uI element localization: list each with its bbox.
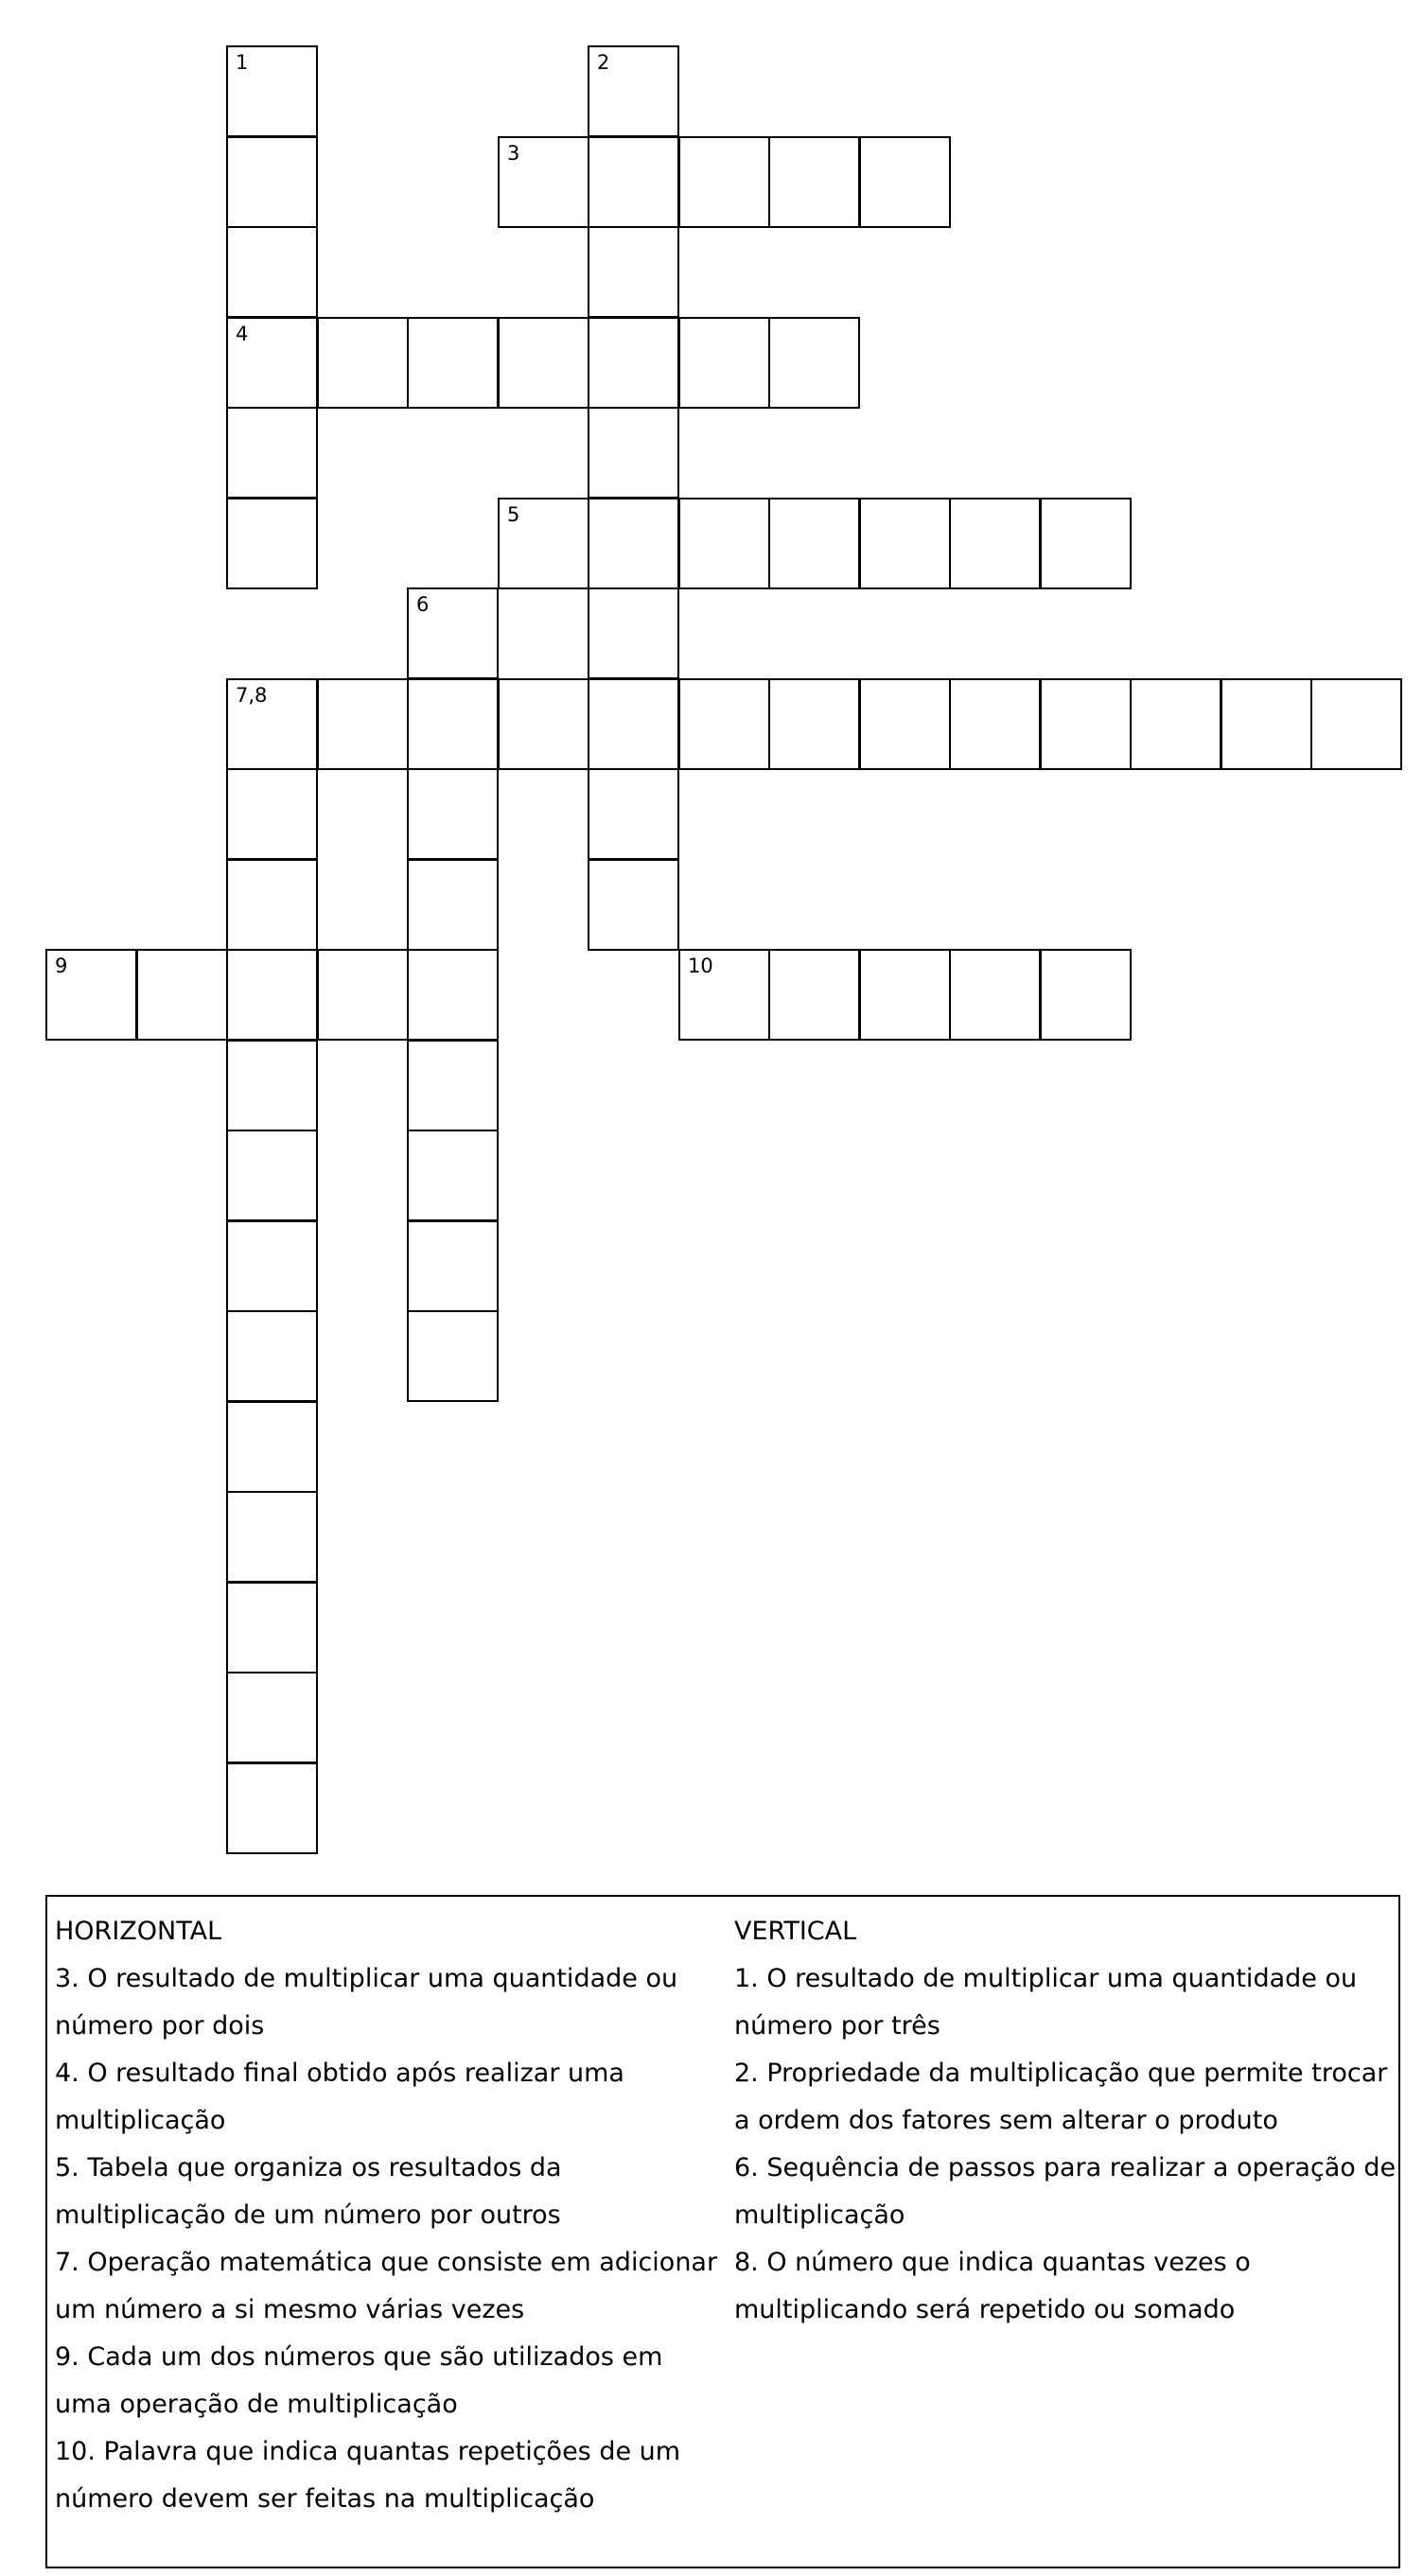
clue-line: uma operação de multiplicação — [55, 2390, 458, 2419]
crossword-cell[interactable] — [768, 678, 860, 770]
crossword-cell[interactable] — [226, 678, 318, 770]
crossword-cell[interactable] — [226, 1040, 318, 1131]
clue-line: 7. Operação matemática que consiste em adicionar — [55, 2248, 718, 2277]
clue-number: 10 — [688, 955, 713, 977]
crossword-cell[interactable] — [1040, 678, 1132, 770]
horizontal-heading: HORIZONTAL — [55, 1917, 222, 1946]
crossword-cell[interactable] — [226, 317, 318, 409]
crossword-cell[interactable] — [226, 1220, 318, 1312]
clue-line: 5. Tabela que organiza os resultados da — [55, 2153, 562, 2182]
clue-line: 9. Cada um dos números que são utilizados em — [55, 2342, 663, 2372]
crossword-cell[interactable] — [226, 136, 318, 228]
clue-line: 4. O resultado final obtido após realizar uma — [55, 2059, 624, 2088]
clue-line: a ordem dos fatores sem alterar o produto — [734, 2106, 1278, 2135]
crossword-cell[interactable] — [859, 678, 951, 770]
crossword-cell[interactable] — [407, 1220, 499, 1312]
crossword-cell[interactable] — [226, 226, 318, 318]
crossword-cell[interactable] — [407, 587, 499, 679]
clue-number: 7,8 — [236, 684, 268, 707]
clue-line: número por três — [734, 2011, 940, 2041]
crossword-cell[interactable] — [588, 859, 679, 951]
crossword-cell[interactable] — [588, 587, 679, 679]
crossword-cell[interactable] — [588, 45, 679, 137]
clue-line: 6. Sequência de passos para realizar a operação de — [734, 2153, 1397, 2182]
clue-line: um número a si mesmo várias vezes — [55, 2295, 525, 2324]
crossword-cell[interactable] — [226, 407, 318, 499]
crossword-cell[interactable] — [226, 859, 318, 951]
crossword-cell[interactable] — [588, 407, 679, 499]
clue-number: 9 — [55, 955, 68, 977]
crossword-cell[interactable] — [498, 317, 589, 409]
crossword-cell[interactable] — [949, 678, 1041, 770]
crossword-cell[interactable] — [768, 317, 860, 409]
crossword-cell[interactable] — [768, 949, 860, 1041]
clue-line: multiplicação — [734, 2200, 905, 2230]
crossword-cell[interactable] — [859, 136, 951, 228]
crossword-cell[interactable] — [1040, 949, 1132, 1041]
crossword-cell[interactable] — [226, 45, 318, 137]
crossword-cell[interactable] — [136, 949, 228, 1041]
crossword-cell[interactable] — [859, 949, 951, 1041]
crossword-cell[interactable] — [768, 136, 860, 228]
crossword-cell[interactable] — [498, 678, 589, 770]
clue-number: 4 — [236, 323, 249, 345]
crossword-cell[interactable] — [45, 949, 137, 1041]
crossword-cell[interactable] — [226, 1582, 318, 1674]
crossword-cell[interactable] — [498, 498, 589, 589]
crossword-cell[interactable] — [678, 317, 770, 409]
crossword-cell[interactable] — [588, 317, 679, 409]
crossword-cell[interactable] — [226, 1310, 318, 1402]
crossword-cell[interactable] — [678, 949, 770, 1041]
clue-line: multiplicação de um número por outros — [55, 2200, 561, 2230]
clue-line: 2. Propriedade da multiplicação que permite trocar — [734, 2059, 1388, 2088]
crossword-cell[interactable] — [407, 949, 499, 1041]
crossword-cell[interactable] — [407, 859, 499, 951]
clue-line: multiplicando será repetido ou somado — [734, 2295, 1236, 2324]
crossword-cell[interactable] — [588, 226, 679, 318]
clue-number: 1 — [236, 51, 249, 74]
clue-line: número devem ser feitas na multiplicação — [55, 2484, 595, 2514]
vertical-clues — [734, 1908, 1397, 2334]
crossword-cell[interactable] — [407, 678, 499, 770]
clues-box — [45, 1895, 1400, 2568]
crossword-cell[interactable] — [588, 678, 679, 770]
crossword-cell[interactable] — [1310, 678, 1402, 770]
clue-number: 6 — [416, 593, 430, 616]
vertical-heading: VERTICAL — [734, 1917, 857, 1946]
clue-line: 10. Palavra que indica quantas repetições de um — [55, 2437, 681, 2466]
clue-line: multiplicação — [55, 2106, 226, 2135]
crossword-cell[interactable] — [949, 949, 1041, 1041]
crossword-cell[interactable] — [949, 498, 1041, 589]
crossword-cell[interactable] — [407, 768, 499, 860]
crossword-cell[interactable] — [317, 949, 409, 1041]
crossword-cell[interactable] — [678, 678, 770, 770]
clue-number: 3 — [507, 142, 520, 165]
crossword-cell[interactable] — [317, 317, 409, 409]
crossword-cell[interactable] — [226, 1401, 318, 1493]
crossword-cell[interactable] — [1130, 678, 1221, 770]
crossword-cell[interactable] — [407, 1040, 499, 1131]
crossword-cell[interactable] — [407, 1310, 499, 1402]
crossword-cell[interactable] — [678, 498, 770, 589]
crossword-cell[interactable] — [226, 949, 318, 1041]
crossword-cell[interactable] — [588, 136, 679, 228]
crossword-cell[interactable] — [678, 136, 770, 228]
crossword-cell[interactable] — [226, 768, 318, 860]
crossword-cell[interactable] — [588, 768, 679, 860]
clue-line: 1. O resultado de multiplicar uma quantidade ou — [734, 1964, 1358, 1993]
crossword-cell[interactable] — [859, 498, 951, 589]
horizontal-clues — [55, 1908, 727, 2523]
crossword-cell[interactable] — [226, 1130, 318, 1221]
crossword-cell[interactable] — [226, 1672, 318, 1763]
crossword-cell[interactable] — [407, 317, 499, 409]
clue-line: 8. O número que indica quantas vezes o — [734, 2248, 1251, 2277]
crossword-cell[interactable] — [226, 1762, 318, 1854]
crossword-cell[interactable] — [1040, 498, 1132, 589]
crossword-cell[interactable] — [317, 678, 409, 770]
crossword-cell[interactable] — [498, 136, 589, 228]
clue-number: 2 — [597, 51, 610, 74]
clue-line: número por dois — [55, 2011, 265, 2041]
clue-line: 3. O resultado de multiplicar uma quantidade ou — [55, 1964, 678, 1993]
crossword-cell[interactable] — [407, 1130, 499, 1221]
crossword-cell[interactable] — [226, 498, 318, 589]
crossword-cell[interactable] — [588, 498, 679, 589]
clue-number: 5 — [507, 503, 520, 526]
crossword-cell[interactable] — [1221, 678, 1312, 770]
crossword-cell[interactable] — [226, 1491, 318, 1583]
crossword-cell[interactable] — [768, 498, 860, 589]
